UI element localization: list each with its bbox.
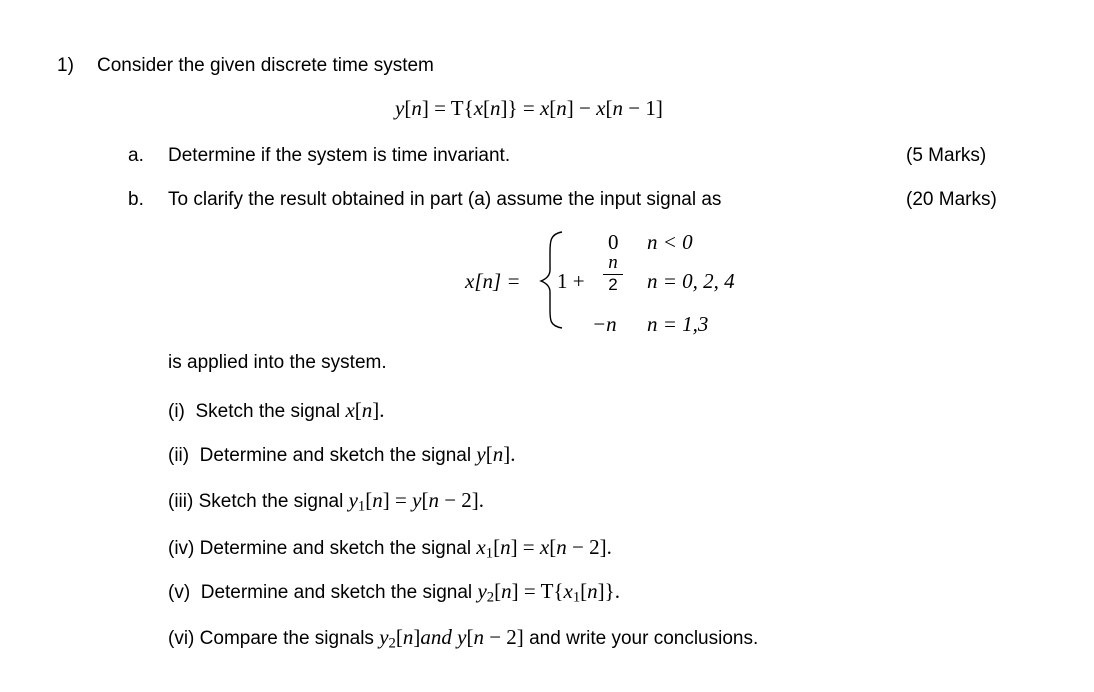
subpart-i: (i) Sketch the signal x[n]. xyxy=(168,398,385,422)
subpart-iii: (iii) Sketch the signal $y_1[n] = y[n - 2]$. xyxy=(168,488,485,515)
subpart-ii-text: Determine and sketch the signal xyxy=(199,445,477,466)
and-word: and xyxy=(420,625,452,649)
question-number: 1) xyxy=(57,55,74,76)
fraction-numerator: n xyxy=(608,252,618,273)
subpart-iv-label: (iv) xyxy=(168,538,195,559)
part-b-label: b. xyxy=(128,189,144,210)
subpart-iii-text: Sketch the signal xyxy=(198,491,349,512)
subpart-vi: (vi) Compare the signals $y_2[n]and$ y[n − 2] and write your conclusions. xyxy=(168,625,759,652)
subpart-vi-label: (vi) xyxy=(168,628,195,649)
case1-condition: n < 0 xyxy=(647,230,693,254)
part-a-label: a. xyxy=(128,145,144,166)
subpart-i-label: (i) xyxy=(168,401,185,422)
part-b-marks: (20 Marks) xyxy=(906,189,997,210)
case2-fraction xyxy=(603,252,623,295)
subpart-i-text: Sketch the signal xyxy=(195,401,346,422)
case3-condition: n = 1,3 xyxy=(647,312,709,336)
system-equation: y[n] = T{x[n]} = x[n] − x[n − 1] xyxy=(395,96,663,120)
case2-prefix: 1 + xyxy=(557,269,585,293)
part-a-marks: (5 Marks) xyxy=(906,145,987,166)
subpart-ii: (ii) Determine and sketch the signal y[n]. xyxy=(168,442,516,466)
case2-condition: n = 0, 2, 4 xyxy=(647,269,735,293)
part-b-text: To clarify the result obtained in part (a) assume the input signal as xyxy=(168,189,722,210)
fraction-denominator: 2 xyxy=(608,275,618,294)
subpart-vi-text: Compare the signals xyxy=(199,628,380,649)
subpart-v-label: (v) xyxy=(168,582,191,603)
subpart-v: (v) Determine and sketch the signal $y_2[n] = T\{x_1[n]\}$. xyxy=(168,579,620,606)
question-intro: Consider the given discrete time system xyxy=(97,55,434,76)
subpart-ii-label: (ii) xyxy=(168,445,190,466)
applied-text: is applied into the system. xyxy=(168,352,387,373)
piecewise-lhs: x[n] = xyxy=(465,269,521,293)
subpart-v-text: Determine and sketch the signal xyxy=(200,582,478,603)
part-a-text: Determine if the system is time invariant. xyxy=(168,145,511,166)
case3-value: −n xyxy=(592,312,617,336)
subpart-iii-label: (iii) xyxy=(168,491,194,512)
subpart-iv-text: Determine and sketch the signal xyxy=(199,538,477,559)
subpart-vi-tail: and write your conclusions. xyxy=(523,628,759,649)
subpart-iv: (iv) Determine and sketch the signal $x_1[n] = x[n - 2]$. xyxy=(168,535,612,562)
case1-value: 0 xyxy=(608,230,619,254)
